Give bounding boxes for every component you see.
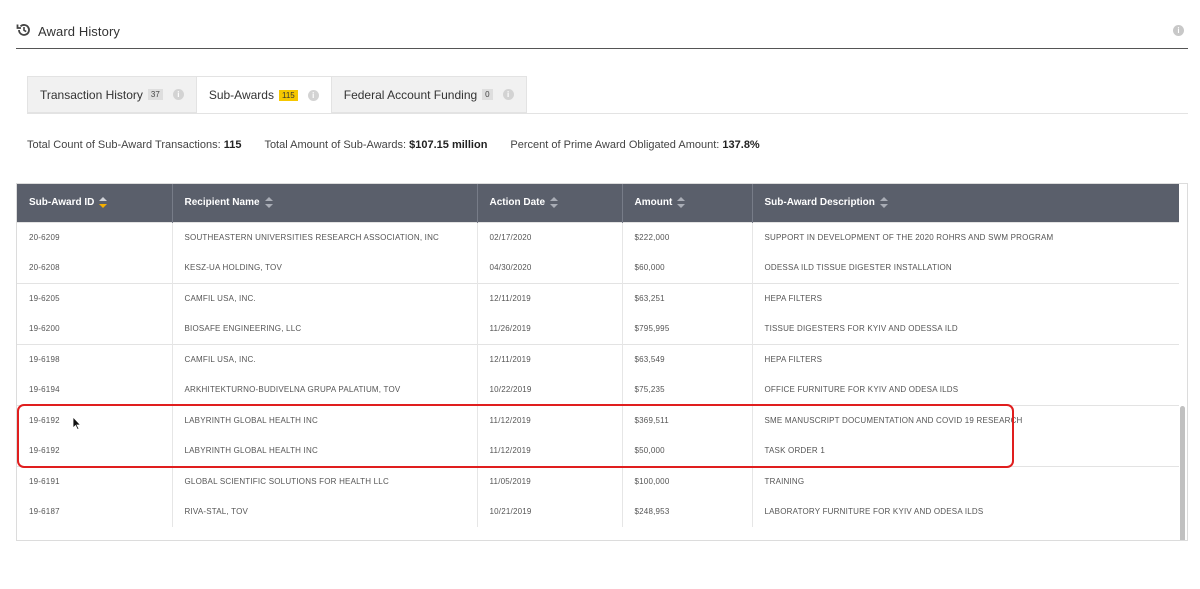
- summary-count: Total Count of Sub-Award Transactions: 115: [27, 139, 242, 151]
- cell-recipient-name: GLOBAL SCIENTIFIC SOLUTIONS FOR HEALTH LLC: [172, 466, 477, 497]
- cell-sub-award-id: 20-6209: [17, 222, 172, 253]
- cell-description: TRAINING: [752, 466, 1179, 497]
- tab-label: Transaction History: [40, 87, 143, 102]
- column-header-action-date[interactable]: Action Date: [477, 184, 622, 222]
- cell-description: SUPPORT IN DEVELOPMENT OF THE 2020 ROHRS AND SWM PROGRAM: [752, 222, 1179, 253]
- cell-sub-award-id: 19-6192: [17, 436, 172, 467]
- cell-action-date: 11/26/2019: [477, 314, 622, 345]
- info-icon[interactable]: i: [1173, 25, 1184, 36]
- info-icon[interactable]: i: [503, 89, 514, 100]
- cell-amount: $369,511: [622, 405, 752, 436]
- cell-recipient-name: BIOSAFE ENGINEERING, LLC: [172, 314, 477, 345]
- cell-sub-award-id: 19-6198: [17, 344, 172, 375]
- award-tabs: [27, 76, 526, 113]
- tab-divider: [27, 113, 1188, 114]
- cell-recipient-name: KESZ-UA HOLDING, TOV: [172, 253, 477, 284]
- column-header-recipient-name[interactable]: Recipient Name: [172, 184, 477, 222]
- award-history-header: [16, 18, 1188, 49]
- cell-description: TISSUE DIGESTERS FOR KYIV AND ODESSA ILD: [764, 324, 958, 333]
- cell-action-date: 04/30/2020: [477, 253, 622, 284]
- cell-recipient-name: LABYRINTH GLOBAL HEALTH INC: [172, 436, 477, 467]
- table-row[interactable]: [17, 253, 1179, 284]
- cell-action-date: 11/12/2019: [477, 436, 622, 467]
- cell-amount: $222,000: [622, 222, 752, 253]
- tab-count-badge: 0: [482, 89, 492, 100]
- info-icon[interactable]: i: [308, 90, 319, 101]
- cell-description: TASK ORDER 1: [764, 446, 825, 455]
- mouse-cursor-icon: [72, 416, 82, 430]
- tab-count-badge: 37: [148, 89, 163, 100]
- sort-icon[interactable]: [550, 197, 558, 208]
- tab-sub-awards[interactable]: [196, 76, 332, 114]
- cell-amount: $248,953: [622, 497, 752, 528]
- sort-icon[interactable]: [265, 197, 273, 208]
- cell-amount: $75,235: [622, 375, 752, 406]
- cell-action-date: 11/05/2019: [477, 466, 622, 497]
- table-row[interactable]: [17, 466, 1179, 497]
- cell-sub-award-id: 19-6187: [17, 497, 172, 528]
- cell-action-date: 12/11/2019: [477, 283, 622, 314]
- column-header-description[interactable]: Sub-Award Description: [752, 184, 1179, 222]
- cell-amount: $100,000: [622, 466, 752, 497]
- cell-recipient-name: SOUTHEASTERN UNIVERSITIES RESEARCH ASSOCIATION, INC: [172, 222, 477, 253]
- cell-description: OFFICE FURNITURE FOR KYIV AND ODESA ILDS: [764, 385, 959, 394]
- cell-amount: $63,251: [622, 283, 752, 314]
- tab-label: Federal Account Funding: [343, 87, 478, 102]
- cell-sub-award-id: 19-6192: [17, 405, 172, 436]
- cell-amount: $63,549: [622, 344, 752, 375]
- sub-awards-table: [16, 183, 1188, 541]
- tab-transaction-history[interactable]: [27, 76, 197, 113]
- sort-icon[interactable]: [880, 197, 888, 208]
- cell-description: HEPA FILTERS: [752, 283, 1179, 314]
- sort-icon[interactable]: [677, 197, 685, 208]
- cell-sub-award-id: 19-6194: [17, 375, 172, 406]
- cell-recipient-name: RIVA-STAL, TOV: [172, 497, 477, 528]
- history-icon: [16, 22, 32, 38]
- cell-sub-award-id: 19-6205: [17, 283, 172, 314]
- tab-federal-account-funding[interactable]: [331, 76, 527, 113]
- summary-percent: Percent of Prime Award Obligated Amount: 137.8%: [510, 139, 760, 151]
- cell-action-date: 02/17/2020: [477, 222, 622, 253]
- tab-count-badge: 115: [279, 90, 298, 101]
- table-row[interactable]: [17, 497, 1179, 528]
- cell-description: HEPA FILTERS: [752, 344, 1179, 375]
- cell-description: ODESSA ILD TISSUE DIGESTER INSTALLATION: [764, 263, 952, 272]
- cell-recipient-name: ARKHITEKTURNO-BUDIVELNA GRUPA PALATIUM, TOV: [172, 375, 477, 406]
- section-title: Award History: [38, 24, 120, 39]
- sub-award-summary: [27, 139, 783, 151]
- cell-sub-award-id: 19-6191: [17, 466, 172, 497]
- cell-description: LABORATORY FURNITURE FOR KYIV AND ODESA ILDS: [764, 507, 984, 517]
- table-row[interactable]: [17, 314, 1179, 345]
- table-row[interactable]: [17, 344, 1179, 375]
- cell-action-date: 11/12/2019: [477, 405, 622, 436]
- cell-description: SME MANUSCRIPT DOCUMENTATION AND COVID 19 RESEARCH: [752, 405, 1179, 436]
- cell-sub-award-id: 19-6200: [17, 314, 172, 345]
- table-row[interactable]: [17, 375, 1179, 406]
- sort-icon[interactable]: [99, 197, 107, 208]
- table-header-row: [17, 184, 1179, 222]
- table-row[interactable]: [17, 283, 1179, 314]
- cell-sub-award-id: 20-6208: [17, 253, 172, 284]
- column-header-sub-award-id[interactable]: Sub-Award ID: [17, 184, 172, 222]
- cell-recipient-name: CAMFIL USA, INC.: [172, 344, 477, 375]
- cell-amount: $60,000: [622, 253, 752, 284]
- cell-amount: $795,995: [622, 314, 752, 345]
- cell-action-date: 12/11/2019: [477, 344, 622, 375]
- tab-label: Sub-Awards: [208, 88, 274, 102]
- table-scrollbar[interactable]: [1180, 406, 1185, 541]
- cell-action-date: 10/21/2019: [477, 497, 622, 528]
- table-row[interactable]: [17, 222, 1179, 253]
- cell-recipient-name: LABYRINTH GLOBAL HEALTH INC: [172, 405, 477, 436]
- summary-amount: Total Amount of Sub-Awards: $107.15 million: [264, 139, 488, 151]
- cell-action-date: 10/22/2019: [477, 375, 622, 406]
- column-header-amount[interactable]: Amount: [622, 184, 752, 222]
- cell-amount: $50,000: [622, 436, 752, 467]
- cell-recipient-name: CAMFIL USA, INC.: [172, 283, 477, 314]
- highlight-annotation: [17, 404, 1014, 468]
- info-icon[interactable]: i: [173, 89, 184, 100]
